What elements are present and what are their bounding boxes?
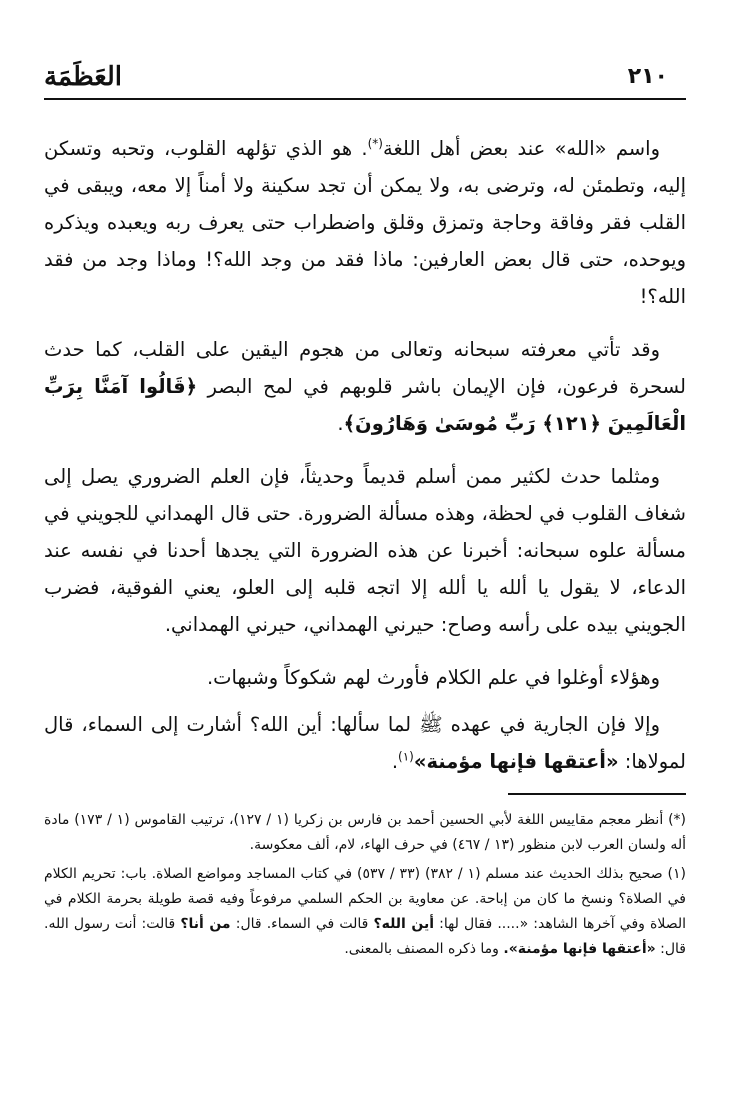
footnote-1-text-a: (١) صحيح بذلك الحديث عند مسلم (١ / ٣٨٢) (٣٣ / ٥٣٧) في كتاب المساجد ومواضع الصلاة. باب: تحريم الكلام في الصلاة؟ ونسخ ما كان من إباحة. عن معاوية بن الحكم السلمي مرفوعاً وفيه قصة طويلة بحرمة الكلام في الصلاة وفي آخرها الشاهد: «..... فقال لها: xyxy=(44,866,687,932)
paragraph-2-text: وقد تأتي معرفته سبحانه وتعالى من هجوم اليقين على القلب، كما حدث لسحرة فرعون، فإن الإيمان باشر قلوبهم في لمح البصر xyxy=(44,338,686,398)
main-text xyxy=(44,130,686,796)
page-number: ٢١٠ xyxy=(627,64,668,89)
paragraph-3: ومثلما حدث لكثير ممن أسلم قديماً وحديثاً، فإن العلم الضروري يصل إلى شغاف القلوب في لحظة، وهذه مسألة الضرورة. حتى قال الهمداني للجويني في مسألة علوه سبحانه: أخبرنا عن هذه الضرورة التي يجدها أحدنا في نفسه عند الدعاء، لا يقول يا ألله يا ألله إلا اتجه قلبه إلى العلو، يعني الفوقية، فضرب الجويني بيده على رأسه وصاح: حيرني الهمداني، حيرني الهمداني. xyxy=(44,465,686,636)
running-title: العَظَمَة xyxy=(44,62,122,92)
footnotes xyxy=(44,808,686,966)
footnote-1-bold-3: «أعتقها فإنها مؤمنة». xyxy=(503,941,656,957)
footnote-1 xyxy=(44,862,686,962)
footnote-marker-1: (١) xyxy=(398,749,414,764)
paragraph-5-text: وإلا فإن الجارية في عهده ﷺ لما سألها: أين الله؟ أشارت إلى السماء، قال لمولاها: xyxy=(44,713,686,773)
paragraph-2 xyxy=(44,331,686,442)
footnote-1-bold-1: أين الله؟ xyxy=(373,916,435,932)
quran-verse: ﴿قَالُوا آمَنَّا بِرَبِّ الْعَالَمِينَ ﴿١٢١﴾ رَبِّ مُوسَىٰ وَهَارُونَ﴾ xyxy=(44,375,686,435)
footnote-1-text-d: وما ذكره المصنف بالمعنى. xyxy=(344,941,499,957)
paragraph-5-end: . xyxy=(391,750,399,773)
header-rule xyxy=(44,98,686,100)
paragraph-2-end: . xyxy=(337,412,344,435)
paragraph-4: وهؤلاء أوغلوا في علم الكلام فأورث لهم شكوكاً وشبهات. xyxy=(206,666,660,689)
paragraph-5 xyxy=(44,706,686,780)
page-header xyxy=(44,62,686,96)
footnote-1-text-b: قالت في السماء. قال: xyxy=(235,916,369,932)
hadith-quote: «أعتقها فإنها مؤمنة» xyxy=(413,750,619,773)
footnote-marker-star: (*) xyxy=(367,136,383,151)
paragraph-1 xyxy=(44,130,686,315)
footnote-1-bold-2: من أنا؟ xyxy=(180,916,231,932)
paragraph-1-text-a: واسم «الله» عند بعض أهل اللغة xyxy=(383,137,660,160)
paragraph-1-text-b: . هو الذي تؤلهه القلوب، وتحبه وتسكن إليه، وتطمئن له، وترضى به، ولا يمكن أن تجد سكينة ولا أمناً إلا معه، ويبقى في القلب فقر وفاقة وحاجة وتمزق وقلق واضطراب حتى يعرف ربه ويعبده ويذكره ويوحده، حتى قال بعض العارفين: ماذا فقد من وجد الله؟! وماذا وجد من فقد الله؟! xyxy=(44,137,686,308)
footnote-1-text-c: قالت: أنت رسول الله. قال: xyxy=(44,916,686,957)
footnote-star: (*) أنظر معجم مقاييس اللغة لأبي الحسين أحمد بن فارس بن زكريا (١ / ١٢٧)، ترتيب القاموس (١ / ١٧٣) مادة أله ولسان العرب لابن منظور (١٣ / ٤٦٧) في حرف الهاء، لام، ألف معكوسة. xyxy=(44,812,686,853)
footnote-rule xyxy=(508,793,686,795)
